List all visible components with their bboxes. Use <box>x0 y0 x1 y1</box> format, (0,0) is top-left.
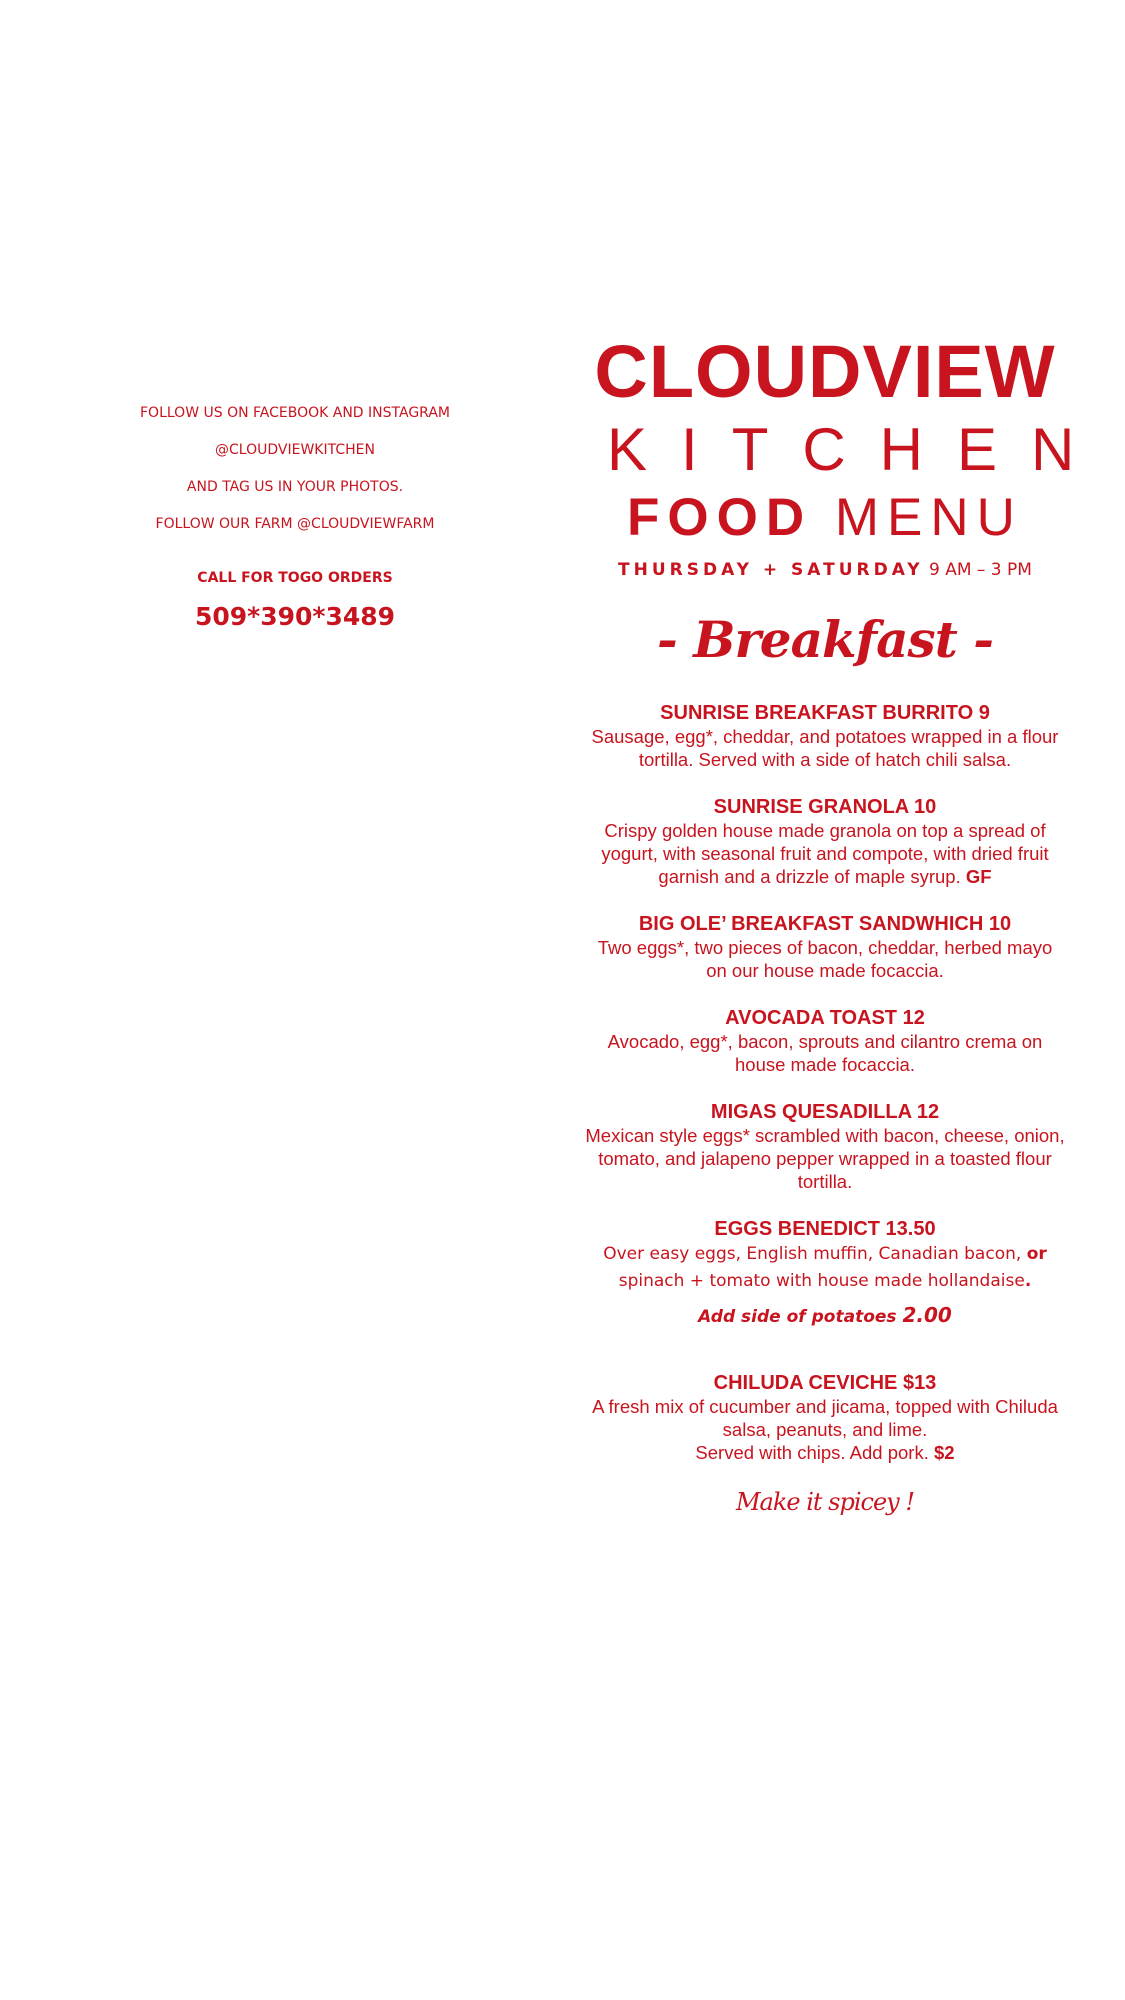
phone-number[interactable]: 509*390*3489 <box>194 602 396 631</box>
menu-item-description <box>585 1395 1065 1464</box>
opening-days: THURSDAY + SATURDAY <box>618 560 924 580</box>
or-word: or <box>1026 1244 1047 1264</box>
menu-item-description: Avocado, egg*, bacon, sprouts and cilantro crema on house made focaccia. <box>607 1031 1043 1075</box>
menu-item-description <box>585 819 1065 888</box>
menu-item-name: SUNRISE BREAKFAST BURRITO 9 <box>660 702 990 724</box>
menu-item <box>585 1217 1065 1327</box>
menu-item-name: MIGAS QUESADILLA 12 <box>710 1101 940 1123</box>
menu-heading <box>585 486 1065 550</box>
menu-item-description: Sausage, egg*, cheddar, and potatoes wrapped in a flour tortilla. Served with a side of hatch chili salsa. <box>591 726 1059 770</box>
menu-panel <box>585 330 1109 1516</box>
menu-item-description <box>585 1241 1065 1295</box>
menu-item <box>585 795 1065 888</box>
menu-item <box>585 1371 1065 1464</box>
menu-item-name: BIG OLE’ BREAKFAST SANDWHICH 10 <box>638 913 1012 935</box>
brand-title: CLOUDVIEW <box>594 330 1056 413</box>
menu-item-description: Mexican style eggs* scrambled with bacon, cheese, onion, tomato, and jalapeno pepper wrapped in a toasted flour tortilla. <box>585 1125 1065 1192</box>
follow-social-line: FOLLOW US ON FACEBOOK AND INSTAGRAM <box>140 405 450 421</box>
gluten-free-tag: GF <box>965 866 992 887</box>
kitchen-handle: @CLOUDVIEWKITCHEN <box>215 442 375 458</box>
farm-handle: FOLLOW OUR FARM @CLOUDVIEWFARM <box>155 516 435 532</box>
make-it-spicey-note: Make it spicey ! <box>735 1488 915 1516</box>
menu-item-name: EGGS BENEDICT 13.50 <box>714 1218 936 1240</box>
menu-item-description-text: Over easy eggs, English muffin, Canadian bacon, <box>603 1244 1022 1264</box>
addon-price: 2.00 <box>902 1303 952 1327</box>
brand-subtitle: KITCHEN <box>607 416 1109 483</box>
opening-hours <box>585 560 1065 580</box>
menu-item <box>585 1006 1065 1076</box>
menu-item-description-text: A fresh mix of cucumber and jicama, topped with Chiluda salsa, peanuts, and lime. <box>592 1396 1058 1440</box>
menu-item-name: CHILUDA CEVICHE $13 <box>713 1372 937 1394</box>
menu-item <box>585 701 1065 771</box>
menu-item <box>585 1100 1065 1193</box>
menu-heading-food: FOOD <box>627 488 813 547</box>
togo-label: CALL FOR TOGO ORDERS <box>197 570 393 586</box>
menu-item <box>585 912 1065 982</box>
period: . <box>1024 1271 1032 1291</box>
menu-item-description-text: Crispy golden house made granola on top a spread of yogurt, with seasonal fruit and compote, with dried fruit garnish and a drizzle of maple syrup. <box>601 820 1049 887</box>
menu-item-name: AVOCADA TOAST 12 <box>725 1007 925 1029</box>
menu-item-description: Two eggs*, two pieces of bacon, cheddar, herbed mayo on our house made focaccia. <box>597 937 1053 981</box>
section-heading-breakfast: - Breakfast - <box>657 610 993 669</box>
tag-us-line: AND TAG US IN YOUR PHOTOS. <box>186 479 404 495</box>
menu-item-description-text: Served with chips. Add pork. <box>695 1442 929 1463</box>
opening-time: 9 AM – 3 PM <box>928 560 1032 580</box>
menu-item-name: SUNRISE GRANOLA 10 <box>713 796 937 818</box>
contact-panel <box>60 404 530 631</box>
menu-item-description-text: spinach + tomato with house made hollandaise <box>618 1271 1025 1291</box>
menu-heading-menu: MENU <box>834 488 1023 547</box>
addon-label: Add side of potatoes <box>698 1307 897 1327</box>
addon-price: $2 <box>934 1442 955 1463</box>
addon-line <box>585 1303 1065 1327</box>
